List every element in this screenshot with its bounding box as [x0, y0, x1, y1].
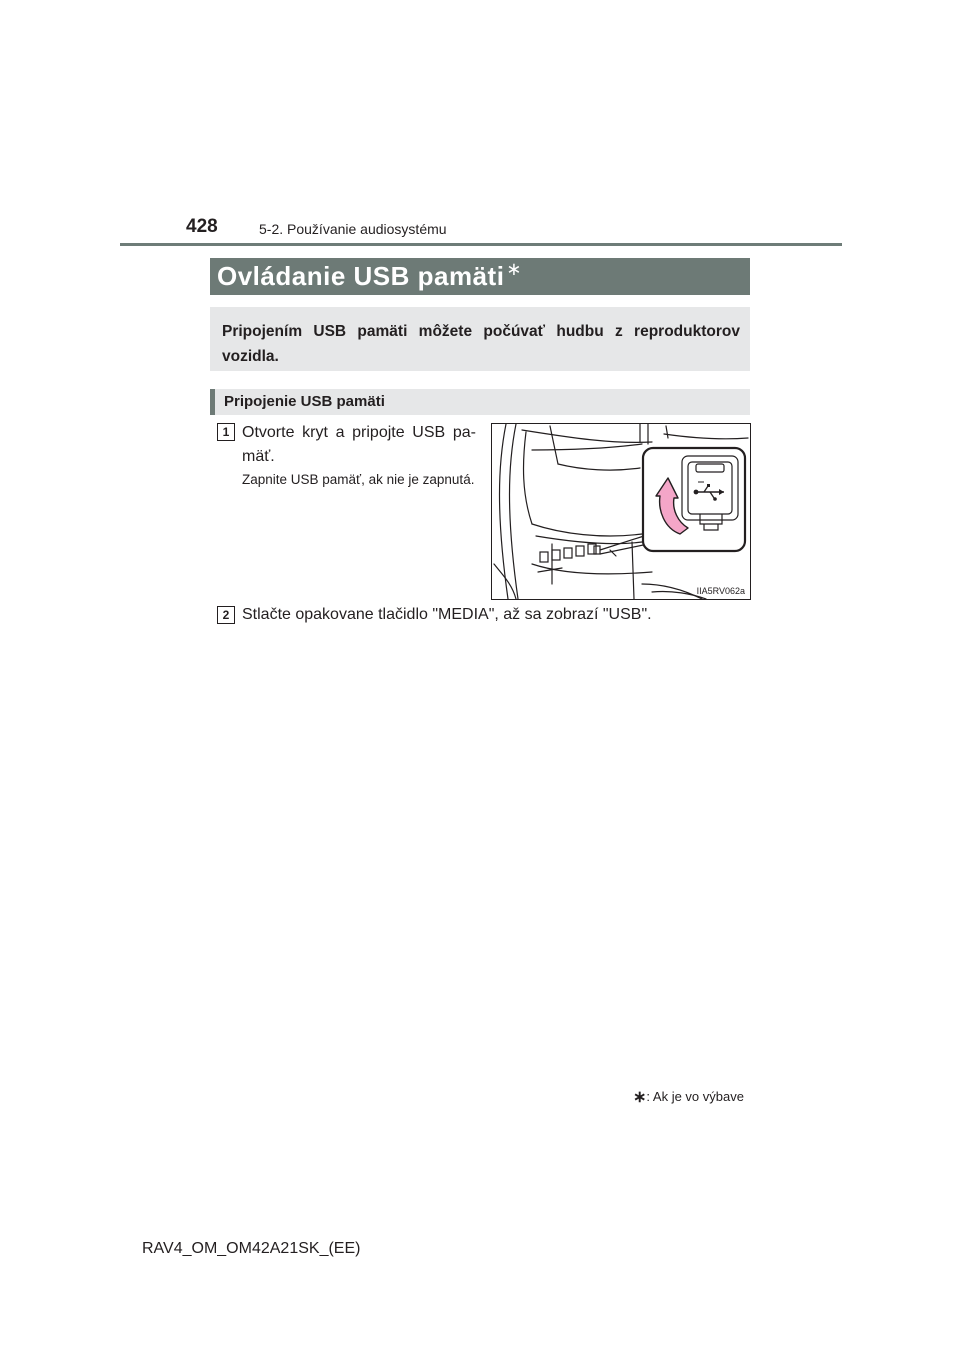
footnote-text: : Ak je vo výbave	[646, 1089, 744, 1104]
figure-code: IIA5RV062a	[696, 586, 745, 596]
step-2-number: 2	[217, 606, 235, 624]
intro-text: Pripojením USB pamäti môžete počúvať hudbu z reproduktorov vozidla.	[222, 323, 740, 365]
section-reference: 5-2. Používanie audiosystému	[259, 221, 447, 237]
footnote-asterisk: ∗	[633, 1089, 647, 1106]
step-1-number: 1	[217, 423, 235, 441]
document-code: RAV4_OM_OM42A21SK_(EE)	[142, 1240, 361, 1257]
footnote	[633, 1086, 744, 1106]
step-1-note: Zapnite USB pamäť, ak nie je zapnutá.	[242, 472, 475, 487]
title-bar	[210, 258, 750, 295]
subsection-accent	[210, 389, 215, 415]
page-title-text: Ovládanie USB pamäti	[217, 261, 505, 291]
usb-port-illustration	[491, 423, 751, 600]
intro-box	[210, 307, 750, 371]
dashboard-drawing	[492, 424, 750, 599]
subsection-heading: Pripojenie USB pamäti	[224, 393, 385, 410]
page-number: 428	[186, 216, 218, 237]
step-2-text: Stlačte opakovane tlačidlo "MEDIA", až sa zobrazí "USB".	[242, 606, 652, 623]
subsection-bar	[210, 389, 750, 415]
header-rule	[120, 243, 842, 246]
page-title	[217, 261, 522, 292]
callout-box	[643, 448, 745, 551]
step-1-text: Otvorte kryt a pripojte USB pamäť.	[242, 424, 476, 465]
title-asterisk: ∗	[506, 259, 523, 279]
